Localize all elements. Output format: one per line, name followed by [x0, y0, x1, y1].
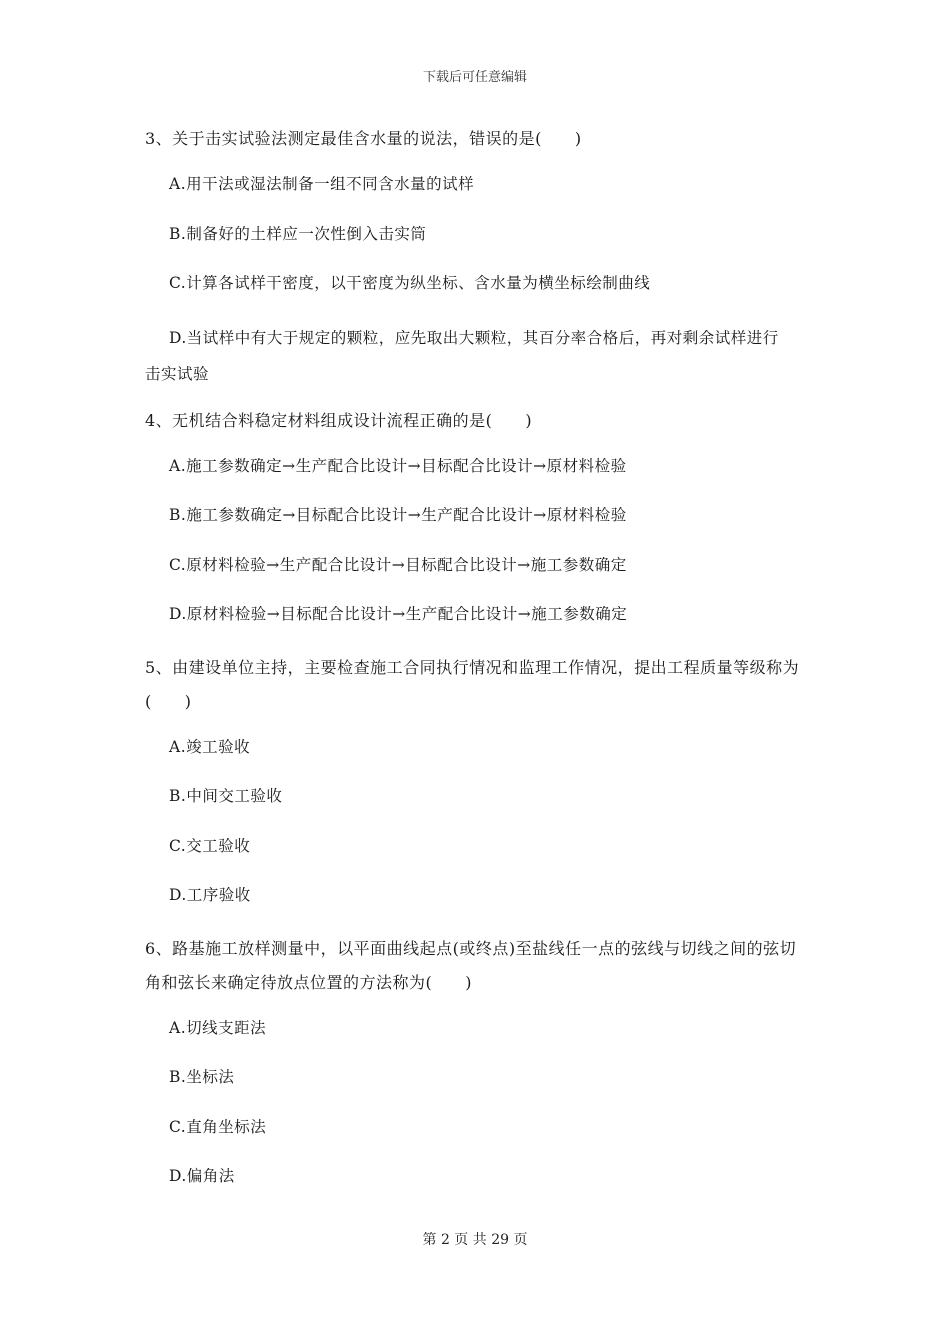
question-4-option-c: C.原材料检验→生产配合比设计→目标配合比设计→施工参数确定 [169, 555, 627, 574]
question-3-option-a: A.用干法或湿法制备一组不同含水量的试样 [169, 175, 475, 193]
page-header: 下载后可任意编辑 [422, 70, 527, 85]
question-5-option-c: C.交工验收 [169, 836, 251, 855]
question-5-stem-line2: ( ) [145, 691, 192, 711]
question-4-option-d: D.原材料检验→目标配合比设计→生产配合比设计→施工参数确定 [169, 605, 628, 623]
question-5-stem-line1: 5、由建设单位主持，主要检查施工合同执行情况和监理工作情况，提出工程质量等级称为 [145, 657, 800, 677]
question-5-option-d: D.工序验收 [169, 886, 251, 904]
question-5-option-b: B.中间交工验收 [169, 787, 283, 805]
question-3-option-c: C.计算各试样干密度，以干密度为纵坐标、含水量为横坐标绘制曲线 [169, 274, 651, 292]
question-6-stem-line2: 角和弦长来确定待放点位置的方法称为( ) [145, 972, 472, 992]
question-3-option-b: B.制备好的土样应一次性倒入击实筒 [169, 224, 427, 243]
page-footer: 第 2 页 共 29 页 [422, 1232, 528, 1248]
question-6-option-a: A.切线支距法 [169, 1018, 267, 1037]
question-6-stem-line1: 6、路基施工放样测量中，以平面曲线起点(或终点)至盐线任一点的弦线与切线之间的弦切 [145, 938, 797, 958]
question-3-option-d [145, 320, 810, 392]
question-6-option-d: D.偏角法 [169, 1167, 235, 1185]
question-5-option-a: A.竣工验收 [169, 737, 251, 756]
question-3-stem: 3、关于击实试验法测定最佳含水量的说法，错误的是( ) [145, 129, 582, 148]
document-body [145, 122, 810, 1213]
question-6-option-c: C.直角坐标法 [169, 1117, 267, 1136]
question-3-option-d-line1: D.当试样中有大于规定的颗粒，应先取出大颗粒，其百分率合格后，再对剩余试样进行 [169, 328, 779, 347]
question-4-stem: 4、无机结合料稳定材料组成设计流程正确的是( ) [145, 410, 533, 430]
question-6-stem [145, 932, 810, 1000]
question-4-option-b: B.施工参数确定→目标配合比设计→生产配合比设计→原材料检验 [169, 506, 627, 524]
question-3-option-d-line2: 击实试验 [145, 364, 210, 383]
question-5-stem [145, 651, 810, 719]
question-4-option-a: A.施工参数确定→生产配合比设计→目标配合比设计→原材料检验 [169, 456, 627, 475]
question-6-option-b: B.坐标法 [169, 1068, 235, 1086]
